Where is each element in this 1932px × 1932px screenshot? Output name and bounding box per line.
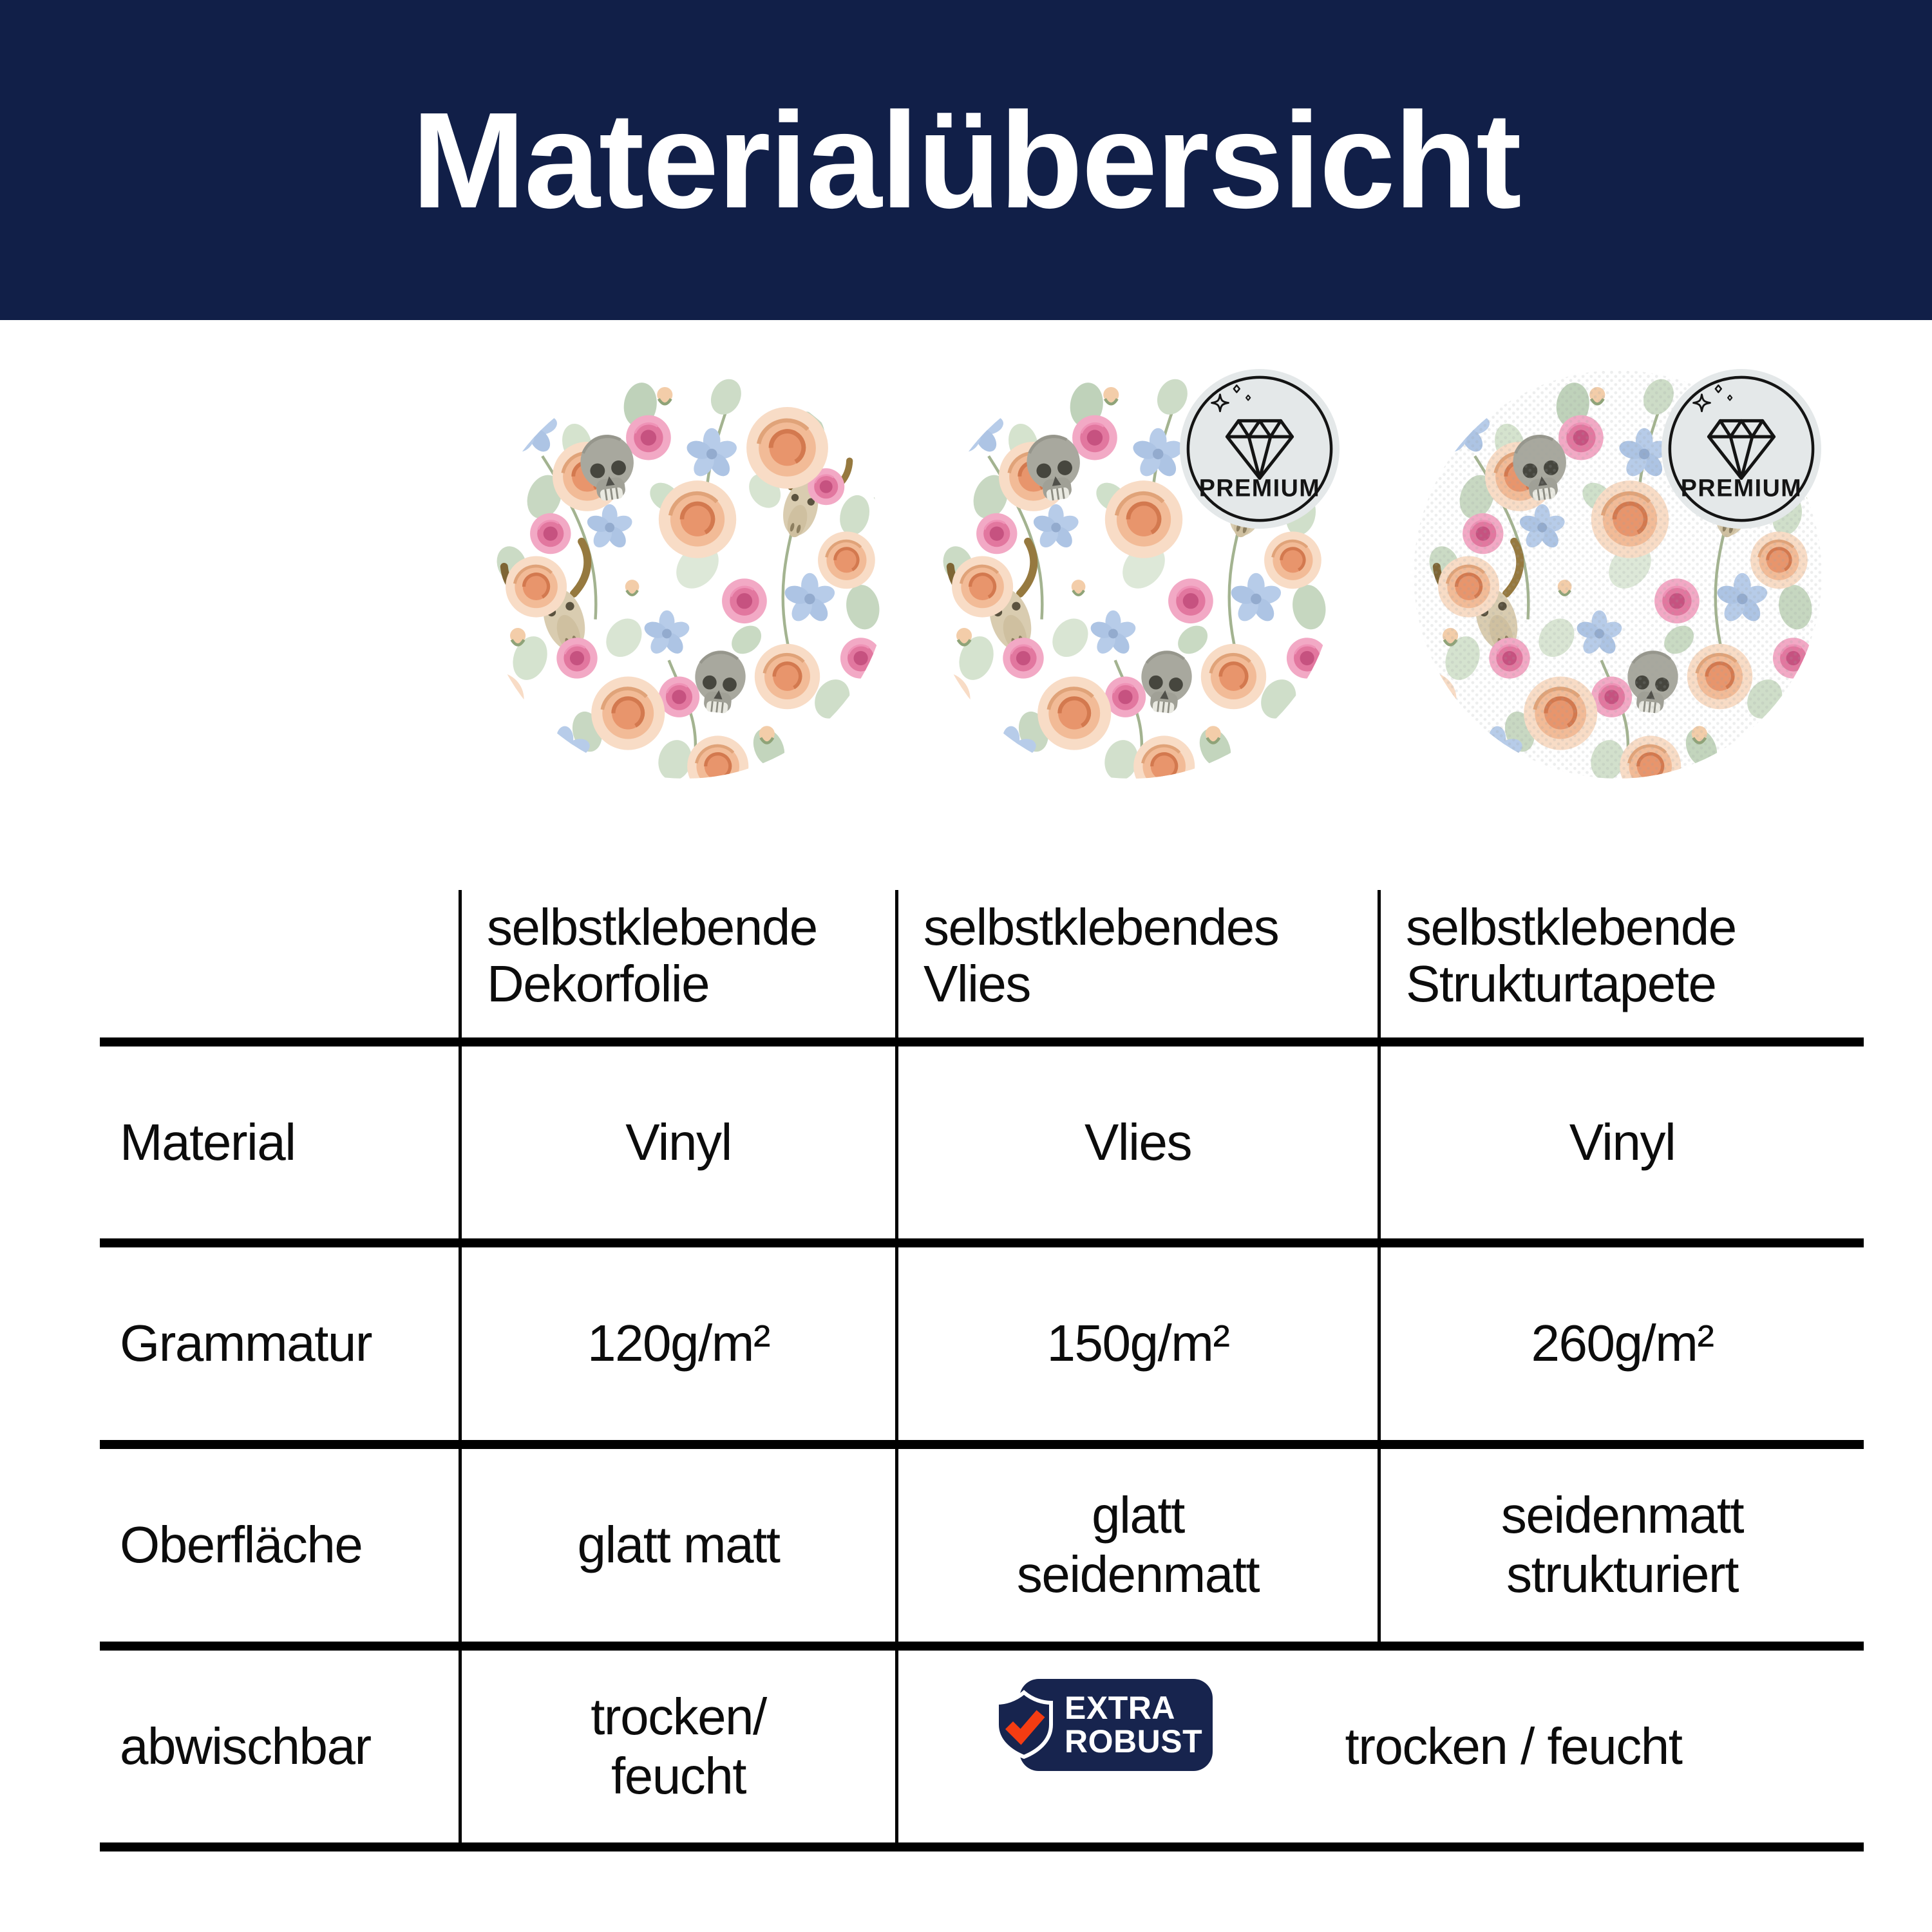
cell-oberflaeche-dekorfolie [462, 1449, 895, 1641]
cell-line: 260g/m² [1531, 1314, 1714, 1372]
table-line-h3 [100, 1440, 1864, 1449]
cell-material-dekorfolie [462, 1046, 895, 1238]
diamond-icon [1180, 369, 1340, 529]
extra-robust-badge [992, 1674, 1218, 1774]
col-header-line: Vlies [923, 955, 1030, 1012]
row-label-abwischbar: abwischbar [120, 1718, 371, 1775]
extra-robust-line2: ROBUST [1065, 1723, 1203, 1759]
col-header-line: selbstklebende [1406, 898, 1736, 956]
cell-abwischbar-merged: trocken / feucht [1345, 1718, 1682, 1775]
row-label-oberflaeche: Oberfläche [120, 1516, 363, 1573]
col-header-line: selbstklebendes [923, 898, 1279, 956]
col-header-dekorfolie [487, 899, 817, 1012]
shield-check-icon [992, 1689, 1056, 1761]
col-header-vlies [923, 899, 1278, 1012]
col-header-line: Strukturtapete [1406, 955, 1716, 1012]
col-header-strukturtapete [1406, 899, 1736, 1012]
page-title: Materialübersicht [412, 84, 1520, 236]
material-swatch-dekorfolie [481, 370, 889, 779]
cell-line: Vinyl [1569, 1113, 1676, 1171]
cell-material-strukturtapete [1381, 1046, 1864, 1238]
cell-grammatur-strukturtapete [1381, 1247, 1864, 1439]
col-header-line: selbstklebende [487, 898, 817, 956]
cell-line: seidenmatt [1501, 1486, 1744, 1544]
row-label-material: Material [120, 1113, 296, 1171]
cell-line: strukturiert [1506, 1546, 1738, 1603]
cell-line: trocken/ [591, 1688, 766, 1745]
cell-line: Vlies [1084, 1113, 1191, 1171]
premium-badge-label: PREMIUM [1680, 474, 1803, 502]
extra-robust-label [1065, 1691, 1202, 1758]
cell-line: feucht [611, 1747, 746, 1804]
cell-oberflaeche-vlies [898, 1449, 1378, 1641]
premium-badge-vlies [1179, 368, 1340, 529]
col-header-line: Dekorfolie [487, 955, 710, 1012]
premium-badge-label: PREMIUM [1198, 474, 1321, 502]
cell-material-vlies [898, 1046, 1378, 1238]
cell-grammatur-dekorfolie [462, 1247, 895, 1439]
header-band [0, 0, 1932, 320]
table-line-h1 [100, 1037, 1864, 1046]
cell-abwischbar-dekorfolie [462, 1651, 895, 1842]
table-line-h4 [100, 1642, 1864, 1651]
cell-line: Vinyl [625, 1113, 732, 1171]
table-line-h2 [100, 1238, 1864, 1247]
table-line-h5 [100, 1842, 1864, 1852]
cell-line: 150g/m² [1046, 1314, 1229, 1372]
cell-oberflaeche-strukturtapete [1381, 1449, 1864, 1641]
diamond-icon [1662, 369, 1821, 529]
cell-grammatur-vlies [898, 1247, 1378, 1439]
cell-line: glatt [1092, 1486, 1184, 1544]
row-label-grammatur: Grammatur [120, 1314, 372, 1372]
cell-line: seidenmatt [1016, 1546, 1260, 1603]
extra-robust-line1: EXTRA [1065, 1690, 1175, 1726]
cell-line: 120g/m² [587, 1314, 770, 1372]
cell-line: glatt matt [577, 1516, 780, 1573]
premium-badge-strukturtapete [1661, 368, 1822, 529]
